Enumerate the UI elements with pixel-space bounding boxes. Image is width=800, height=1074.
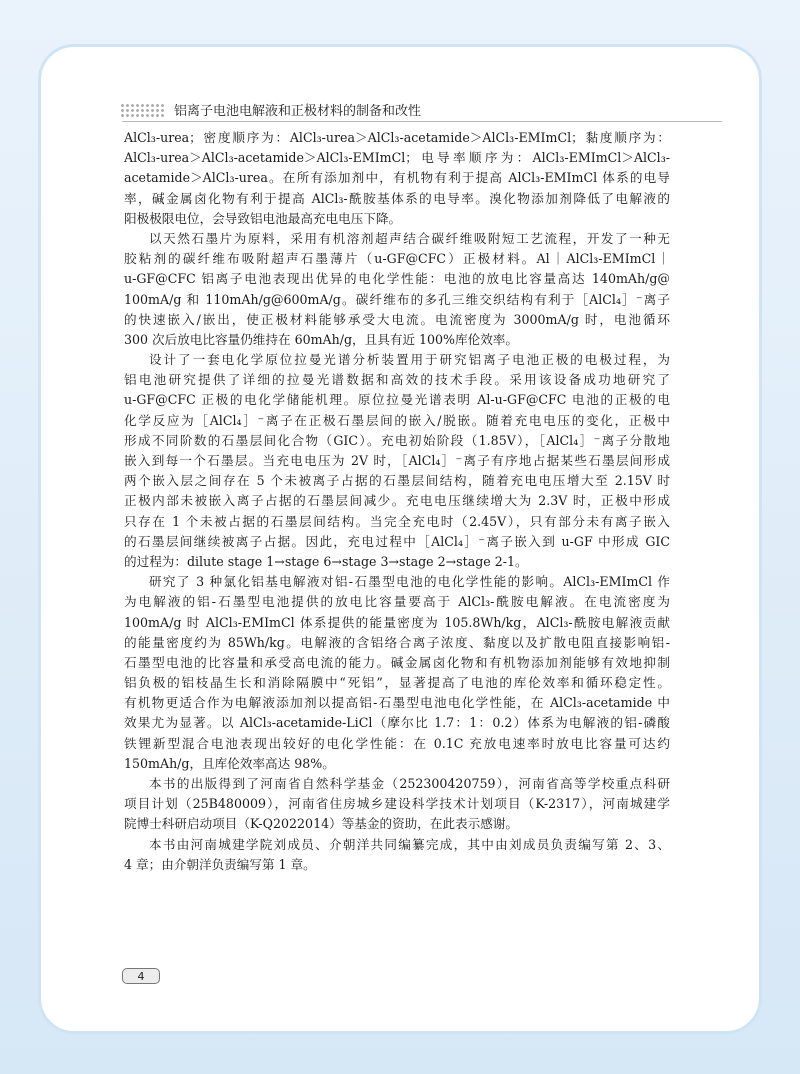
paragraph-6 xyxy=(124,835,670,875)
text-line: 300 次后放电比容量仍维持在 60mAh/g，且具有近 100%库伦效率。 xyxy=(124,331,518,347)
text-line: AlCl₃-urea；密度顺序为：AlCl₃-urea＞AlCl₃-acetamide＞AlCl₃-EMImCl；黏度顺序为： xyxy=(124,130,670,145)
text-line: 两个嵌入层之间存在 5 个未被离子占据的石墨层间结构，随着充电电压增大至 2.15V 时 xyxy=(124,473,670,489)
header-dot-pattern xyxy=(120,103,166,117)
text-line: 研究了 3 种氯化铝基电解液对铝-石墨型电池的电化学性能的影响。AlCl₃-EMImCl 作 xyxy=(149,574,670,590)
paragraph-1 xyxy=(124,128,670,229)
text-line: AlCl₃-urea＞AlCl₃-acetamide＞AlCl₃-EMImCl；电导率顺序为：AlCl₃-EMImCl＞AlCl₃- xyxy=(124,150,670,166)
text-line: 正极内部未被嵌入离子占据的石墨层间减少。充电电压继续增大为 2.3V 时，正极中形成 xyxy=(124,493,670,509)
text-line: 为电解液的铝-石墨型电池提供的放电比容量要高于 AlCl₃-酰胺电解液。在电流密度为 xyxy=(124,594,670,610)
header-title: 铝离子电池电解液和正极材料的制备和改性 xyxy=(174,104,422,119)
paragraph-3 xyxy=(124,350,670,572)
text-line: 效果尤为显著。以 AlCl₃-acetamide-LiCl（摩尔比 1.7：1：0.2）体系为电解液的铝-磷酸 xyxy=(124,715,670,731)
text-line: 化学反应为［AlCl₄］⁻离子在正极石墨层间的嵌入/脱嵌。随着充电电压的变化，正极中 xyxy=(124,412,670,428)
text-line: 率，碱金属卤化物有利于提高 AlCl₃-酰胺基体系的电导率。溴化物添加剂降低了电解液的 xyxy=(124,190,670,206)
header-rule xyxy=(122,121,722,122)
text-line: 胶粘剂的碳纤维布吸附超声石墨薄片（u-GF@CFC）正极材料。Al｜AlCl₃-EMImCl｜ xyxy=(124,251,670,267)
text-line: 有机物更适合作为电解液添加剂以提高铝-石墨型电池电化学性能，在 AlCl₃-acetamide 中 xyxy=(124,695,670,711)
text-line: 的过程为：dilute stage 1→stage 6→stage 3→stage 2→stage 2-1。 xyxy=(124,553,528,569)
text-line: 100mA/g 时 AlCl₃-EMImCl 体系提供的能量密度为 105.8Wh/kg，AlCl₃-酰胺电解液贡献 xyxy=(124,614,670,630)
text-line: 阳极极限电位，会导致铝电池最高充电电压下降。 xyxy=(124,210,402,226)
text-line: 以天然石墨片为原料，采用有机溶剂超声结合碳纤维吸附短工艺流程，开发了一种无 xyxy=(149,230,670,246)
text-line: 形成不同阶数的石墨层间化合物（GIC）。充电初始阶段（1.85V），［AlCl₄］⁻离子分散地 xyxy=(124,432,670,448)
text-line: 4 章；由介朝洋负责编写第 1 章。 xyxy=(124,856,316,872)
text-line: 院博士科研启动项目（K-Q2022014）等基金的资助，在此表示感谢。 xyxy=(124,816,519,832)
page-number: 4 xyxy=(122,968,160,984)
text-line: 100mA/g 和 110mAh/g@600mA/g。碳纤维布的多孔三维交织结构有利于［AlCl₄］⁻离子 xyxy=(124,291,670,307)
text-line: 铁锂新型混合电池表现出较好的电化学性能：在 0.1C 充放电速率时放电比容量可达约 xyxy=(124,735,670,751)
text-line: 石墨型电池的比容量和承受高电流的能力。碱金属卤化物和有机物添加剂能够有效地抑制 xyxy=(124,654,670,670)
text-line: u-GF@CFC 正极的电化学储能机理。原位拉曼光谱表明 Al-u-GF@CFC 电池的正极的电 xyxy=(124,392,670,408)
running-header xyxy=(84,99,724,123)
text-line: 的石墨层间继续被离子占据。因此，充电过程中［AlCl₄］⁻离子嵌入到 u-GF 中形成 GIC xyxy=(124,533,670,549)
text-line: u-GF@CFC 铝离子电池表现出优异的电化学性能：电池的放电比容量高达 140mAh/g@ xyxy=(124,271,670,287)
text-line: 铝电池研究提供了详细的拉曼光谱数据和高效的技术手段。采用该设备成功地研究了 xyxy=(124,372,670,388)
paragraph-2 xyxy=(124,229,670,350)
text-line: 本书的出版得到了河南省自然科学基金（252300420759），河南省高等学校重点科研 xyxy=(149,776,670,791)
text-line: 项目计划（25B480009），河南省住房城乡建设科学技术计划项目（K-2317），河南城建学 xyxy=(124,796,670,812)
paragraph-5 xyxy=(124,774,670,835)
text-line: 本书由河南城建学院刘成员、介朝洋共同编纂完成，其中由刘成员负责编写第 2、3、 xyxy=(149,836,670,852)
text-line: acetamide＞AlCl₃-urea。在所有添加剂中，有机物有利于提高 AlCl₃-EMImCl 体系的电导 xyxy=(124,170,670,186)
text-line: 只存在 1 个未被占据的石墨层间结构。当完全充电时（2.45V），只有部分未有离子嵌入 xyxy=(124,513,670,529)
text-line: 设计了一套电化学原位拉曼光谱分析装置用于研究铝离子电池正极的电极过程，为 xyxy=(149,352,670,368)
text-line: 150mAh/g，且库伦效率高达 98%。 xyxy=(124,755,335,771)
paragraph-4 xyxy=(124,572,670,774)
text-line: 嵌入到每一个石墨层。当充电电压为 2V 时，［AlCl₄］⁻离子有序地占据某些石墨层间形成 xyxy=(124,453,670,468)
text-line: 铝负极的铝枝晶生长和消除隔膜中“死铝”，显著提高了电池的库伦效率和循环稳定性。 xyxy=(124,675,670,691)
body-text xyxy=(124,128,670,875)
text-line: 的能量密度约为 85Wh/kg。电解液的含铝络合离子浓度、黏度以及扩散电阻直接影响铝- xyxy=(124,634,670,650)
text-line: 的快速嵌入/嵌出，使正极材料能够承受大电流。电流密度为 3000mA/g 时，电池循环 xyxy=(124,311,670,327)
